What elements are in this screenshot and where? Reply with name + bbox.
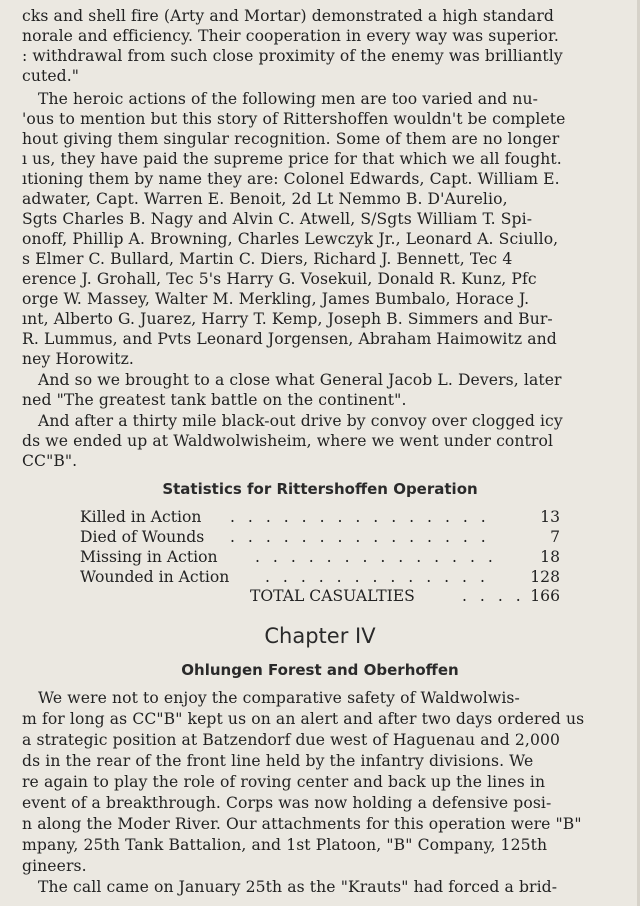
text-line: The heroic actions of the following men are too varied and nu- (38, 90, 539, 108)
text-line: adwater, Capt. Warren E. Benoit, 2d Lt Nemmo B. D'Aurelio, (22, 190, 508, 208)
stat-value: 18 (540, 548, 560, 566)
chapter-subtitle: Ohlungen Forest and Oberhoffen (181, 661, 459, 679)
text-line: s Elmer C. Bullard, Martin C. Diers, Richard J. Bennett, Tec 4 (22, 250, 513, 268)
total-value: 166 (530, 587, 560, 605)
stat-value: 7 (550, 528, 560, 546)
text-line: a strategic position at Batzendorf due west of Haguenau and 2,000 (22, 731, 561, 749)
stat-row-missing (80, 548, 560, 568)
leader-dots: . . . . . . . . . . . . . . . (230, 508, 490, 526)
text-line: onoff, Phillip A. Browning, Charles Lewczyk Jr., Leonard A. Sciullo, (22, 230, 559, 248)
text-line: ds in the rear of the front line held by the infantry divisions. We (22, 752, 534, 770)
text-line: ıtioning them by name they are: Colonel Edwards, Capt. William E. (22, 170, 560, 188)
text-line: event of a breakthrough. Corps was now holding a defensive posi- (22, 794, 552, 812)
text-line: CC"B". (22, 452, 78, 470)
leader-dots: . . . . . . . . . . . . . . . (230, 528, 490, 546)
total-label: TOTAL CASUALTIES (250, 587, 415, 605)
stat-label: Wounded in Action (80, 568, 230, 586)
leader-dots: . . . . . . . . . . . . . (265, 568, 489, 586)
text-line: We were not to enjoy the comparative safety of Waldwolwis- (38, 689, 520, 707)
stat-label: Died of Wounds (80, 528, 205, 546)
text-line: gineers. (22, 857, 87, 875)
stat-value: 13 (540, 508, 560, 526)
chapter-title: Chapter IV (264, 624, 376, 648)
text-line: mpany, 25th Tank Battalion, and 1st Platoon, "B" Company, 125th (22, 836, 548, 854)
stat-row-total (250, 587, 560, 607)
text-line: Sgts Charles B. Nagy and Alvin C. Atwell, S/Sgts William T. Spi- (22, 210, 533, 228)
text-line: erence J. Grohall, Tec 5's Harry G. Vosekuil, Donald R. Kunz, Pfc (22, 270, 537, 288)
stat-row-died (80, 528, 560, 548)
text-line: n along the Moder River. Our attachments for this operation were "B" (22, 815, 582, 833)
text-line: ds we ended up at Waldwolwisheim, where we went under control (22, 432, 554, 450)
text-line: norale and efficiency. Their cooperation in every way was superior. (22, 27, 559, 45)
text-line: R. Lummus, and Pvts Leonard Jorgensen, Abraham Haimowitz and (22, 330, 557, 348)
leader-dots: . . . . (462, 587, 525, 605)
text-line: And after a thirty mile black-out drive by convoy over clogged icy (38, 412, 563, 430)
text-line: : withdrawal from such close proximity of the enemy was brilliantly (22, 47, 563, 65)
text-line: cks and shell fire (Arty and Mortar) demonstrated a high standard (22, 7, 554, 25)
text-line: re again to play the role of roving center and back up the lines in (22, 773, 546, 791)
stat-row-wounded (80, 568, 560, 588)
text-line: And so we brought to a close what General Jacob L. Devers, later (38, 371, 562, 389)
stat-value: 128 (530, 568, 560, 586)
leader-dots: . . . . . . . . . . . . . . (255, 548, 497, 566)
text-line: 'ous to mention but this story of Rittershoffen wouldn't be complete (22, 110, 566, 128)
text-line: orge W. Massey, Walter M. Merkling, James Bumbalo, Horace J. (22, 290, 530, 308)
stat-label: Missing in Action (80, 548, 218, 566)
text-line: cuted." (22, 67, 80, 85)
text-line: The call came on January 25th as the "Krauts" had forced a brid- (38, 878, 558, 896)
text-line: hout giving them singular recognition. Some of them are no longer (22, 130, 560, 148)
text-line: ınt, Alberto G. Juarez, Harry T. Kemp, Joseph B. Simmers and Bur- (22, 310, 553, 328)
stats-heading: Statistics for Rittershoffen Operation (162, 480, 478, 498)
text-line: ned "The greatest tank battle on the continent". (22, 391, 407, 409)
text-line: ney Horowitz. (22, 350, 134, 368)
text-line: ı us, they have paid the supreme price for that which we all fought. (22, 150, 562, 168)
stat-row-killed (80, 508, 560, 528)
stat-label: Killed in Action (80, 508, 202, 526)
text-line: m for long as CC"B" kept us on an alert and after two days ordered us (22, 710, 585, 728)
